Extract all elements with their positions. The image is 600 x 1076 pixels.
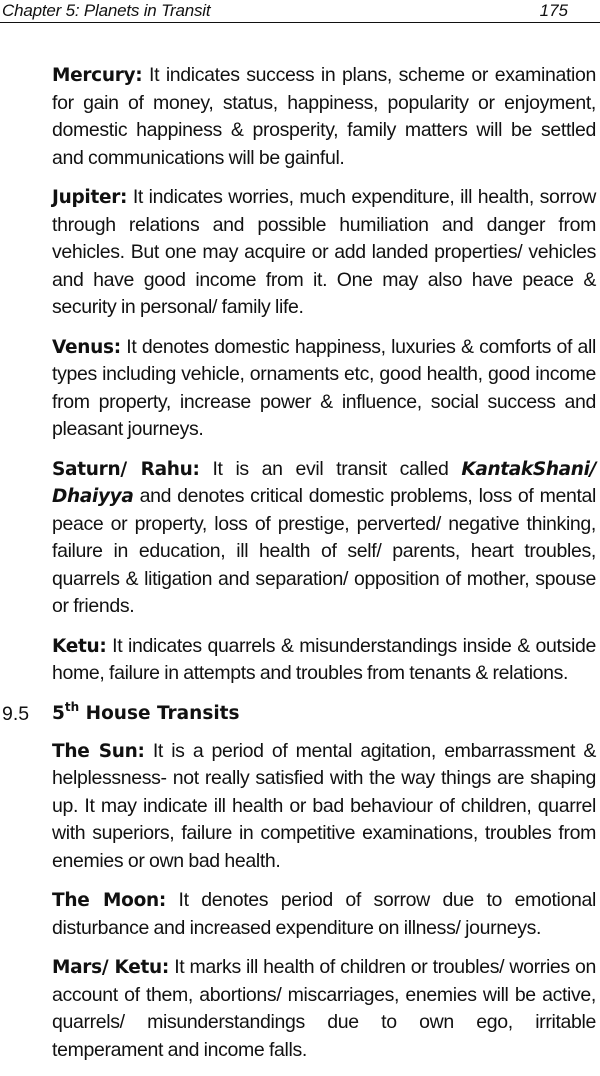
entry-text: It marks ill health of children or troubles/ worries on account of them, abortions/ miscarriages, enemies will be active, quarrels/ misunderstandings due to own ego, irritable temperament and income falls.: [52, 956, 596, 1061]
section-heading: [0, 700, 596, 728]
entry-text: It is an evil transit called: [199, 457, 462, 480]
entry-term: Mars/ Ketu:: [52, 957, 170, 978]
entry-text: It indicates worries, much expenditure, ill health, sorrow through relations and possible humiliation and danger from vehicles. But one may acquire or add landed properties/ vehicles and have good income from it. One may also have peace & security in personal/ family life.: [52, 186, 596, 318]
entry-term: Saturn/ Rahu:: [52, 458, 200, 480]
entry-term: Jupiter:: [52, 187, 128, 208]
section-title: [52, 699, 240, 724]
header-rule: [0, 22, 600, 23]
entry-the-moon: [52, 887, 596, 942]
entry-mercury: [52, 62, 596, 172]
entry-jupiter: [52, 184, 596, 322]
entry-term: Ketu:: [52, 635, 107, 657]
entry-term: Mercury:: [52, 65, 143, 86]
entry-text: It indicates success in plans, scheme or examination for gain of money, status, happiness, popularity or enjoyment, domestic happiness & prosperity, family matters will be settled and communications will be gainful.: [52, 64, 596, 169]
page-content: [2, 62, 597, 1076]
entry-term: The Sun:: [52, 740, 145, 762]
entry-ketu: [52, 633, 596, 688]
entry-the-sun: [52, 738, 596, 876]
entry-text: It denotes domestic happiness, luxuries & comforts of all types including vehicle, ornaments etc, good health, good income from property, increase power & influence, social success and pleasant journeys.: [52, 335, 596, 440]
entry-text: It is a period of mental agitation, embarrassment & helplessness- not really satisfied with the way things are shaping up. It may indicate ill health or bad behaviour of children, quarrel with superiors, failure in competitive examinations, troubles from enemies or own bad health.: [52, 739, 596, 872]
entry-text: and denotes critical domestic problems, loss of mental peace or property, loss of prestige, perverted/ negative thinking, failure in education, ill health of self/ parents, heart troubles, quarrels & litigation and separation/ opposition of mother, spouse or friends.: [52, 485, 596, 617]
entry-text: It indicates quarrels & misunderstandings inside & outside home, failure in attempts and troubles from tenants & relations.: [52, 634, 596, 684]
section-title-text: House Transits: [79, 702, 240, 724]
entry-term: The Moon:: [52, 890, 166, 911]
chapter-title: Chapter 5: Planets in Transit: [2, 1, 211, 20]
entry-term: Venus:: [52, 336, 121, 358]
entry-saturn-rahu: [52, 456, 596, 621]
section-title-number: 5: [52, 702, 65, 724]
page-number: 175: [539, 1, 568, 20]
entry-venus: [52, 334, 596, 444]
section-number: 9.5: [2, 702, 30, 725]
entry-emphasis: KantakShani/ Dhaiyya: [52, 458, 597, 507]
page-header: [0, 0, 600, 30]
entry-mars-ketu: [52, 954, 596, 1064]
section-title-superscript: th: [64, 699, 80, 714]
entry-text: It denotes period of sorrow due to emotional disturbance and increased expenditure on illness/ journeys.: [52, 889, 596, 939]
